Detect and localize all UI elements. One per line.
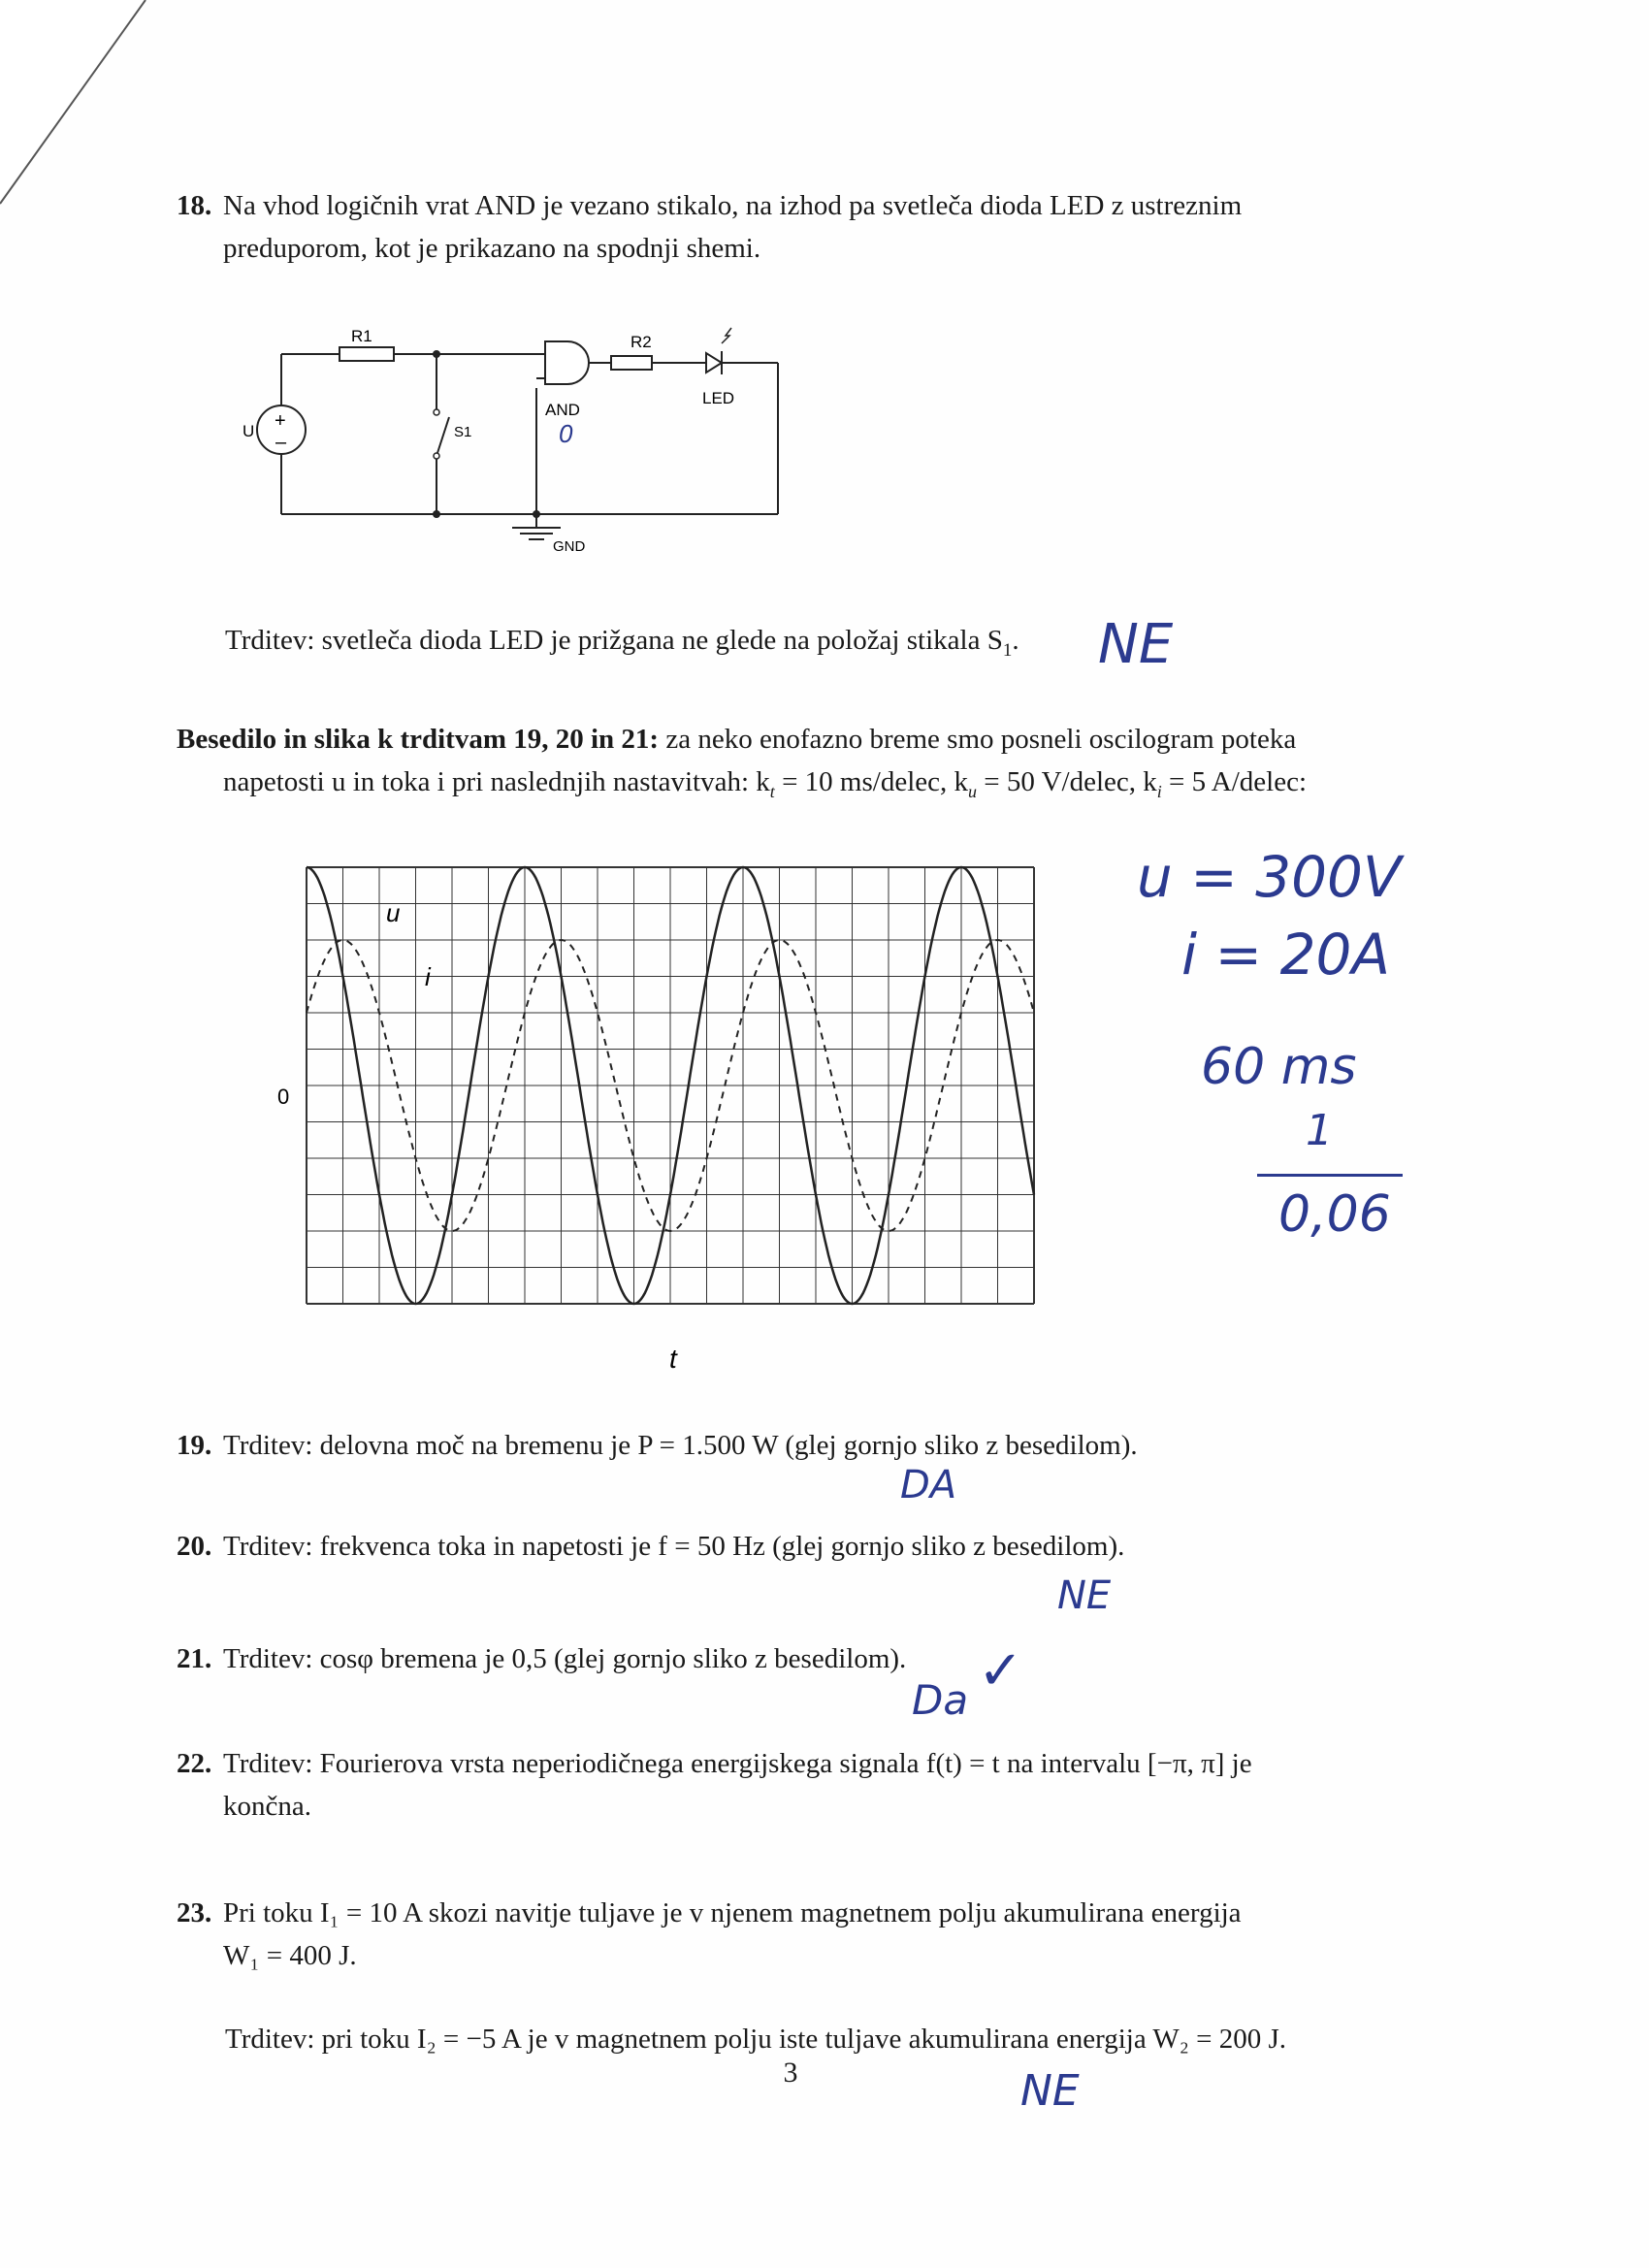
question-number: 23. bbox=[177, 1897, 212, 1928]
handwritten-answer-23: NE bbox=[1020, 2066, 1080, 2116]
question-23-claim bbox=[225, 2018, 1286, 2060]
claim-end: . bbox=[1012, 625, 1019, 656]
circuit-diagram bbox=[242, 320, 805, 572]
question-text-cont: končna. bbox=[223, 1791, 311, 1822]
question-21 bbox=[177, 1637, 906, 1680]
question-text: Trditev: delovna moč na bremenu je P = 1.500 W (glej gornjo sliko z besedilom). bbox=[223, 1430, 1138, 1461]
page-number: 3 bbox=[783, 2057, 798, 2089]
intro-text bbox=[177, 718, 1408, 813]
switch-s1 bbox=[436, 417, 449, 456]
resistor-r2 bbox=[611, 356, 652, 370]
question-text: Pri toku I₁ = 10 A skozi navitje tuljave je v njenem magnetnem polju akumulirana energija bbox=[223, 1897, 1242, 1928]
folded-corner bbox=[0, 0, 155, 213]
ki-value: = 5 A/delec: bbox=[1161, 766, 1308, 797]
handwritten-answer-18: NE bbox=[1098, 613, 1174, 676]
question-text: Trditev: Fourierova vrsta neperiodičnega energijskega signala f(t) = t na intervalu [−π, π] je bbox=[223, 1748, 1252, 1779]
ku-value: = 50 V/delec, k bbox=[977, 766, 1157, 797]
handwritten-fraction-line bbox=[1257, 1174, 1403, 1177]
handwritten-answer-21: Da bbox=[912, 1676, 969, 1724]
question-number: 19. bbox=[177, 1430, 212, 1461]
gate-label: AND bbox=[545, 401, 580, 419]
kt-sub: t bbox=[769, 781, 775, 801]
kt-value: = 10 ms/delec, k bbox=[774, 766, 968, 797]
question-22 bbox=[177, 1742, 1408, 1828]
and-gate bbox=[545, 341, 589, 384]
claim-subscript: 1 bbox=[1002, 639, 1013, 661]
question-number: 22. bbox=[177, 1748, 212, 1779]
claim-text: Trditev: svetleča dioda LED je prižgana ne glede na položaj stikala S bbox=[225, 625, 1003, 656]
question-18-claim bbox=[225, 619, 1019, 672]
ki-sub: i bbox=[1156, 781, 1162, 801]
intro-line2-wrap bbox=[177, 761, 1408, 813]
handwritten-gate-value: 0 bbox=[559, 419, 573, 448]
handwritten-note-denominator: 0,06 bbox=[1278, 1185, 1391, 1244]
series-label-i: i bbox=[425, 962, 431, 991]
question-number: 21. bbox=[177, 1643, 212, 1674]
r1-label: R1 bbox=[351, 327, 372, 345]
oscilloscope-chart bbox=[262, 854, 1057, 1377]
ku-sub: u bbox=[968, 781, 977, 801]
r2-label: R2 bbox=[630, 333, 652, 351]
handwritten-check-mark: ✓ bbox=[978, 1639, 1023, 1702]
question-text: Na vhod logičnih vrat AND je vezano stikalo, na izhod pa svetleča dioda LED z ustreznim bbox=[223, 190, 1243, 221]
question-text: Trditev: frekvenca toka in napetosti je f = 50 Hz (glej gornjo sliko z besedilom). bbox=[223, 1531, 1125, 1562]
series-label-u: u bbox=[386, 898, 401, 927]
question-text-cont: W₁ = 400 J. bbox=[223, 1940, 357, 1971]
intro-line2: napetosti u in toka i pri naslednjih nastavitvah: k bbox=[223, 766, 770, 797]
source-label: U bbox=[242, 422, 255, 440]
minus-sign: – bbox=[275, 432, 287, 453]
question-text: Trditev: cosφ bremena je 0,5 (glej gornjo sliko z besedilom). bbox=[223, 1643, 907, 1674]
question-19 bbox=[177, 1424, 1138, 1467]
question-number: 18. bbox=[177, 190, 212, 221]
handwritten-note-i: i = 20A bbox=[1181, 922, 1391, 988]
intro-bold: Besedilo in slika k trditvam 19, 20 in 21: bbox=[177, 724, 660, 755]
led-label: LED bbox=[702, 389, 735, 407]
switch-label: S1 bbox=[454, 424, 472, 440]
handwritten-note-t: 60 ms bbox=[1201, 1038, 1357, 1096]
handwritten-answer-19: DA bbox=[900, 1463, 957, 1507]
plus-sign: + bbox=[275, 410, 286, 432]
led-diode bbox=[706, 353, 722, 373]
question-text-cont: preduporom, kot je prikazano na spodnji shemi. bbox=[223, 233, 761, 264]
ground-label: GND bbox=[553, 538, 586, 555]
handwritten-note-u: u = 300V bbox=[1137, 844, 1402, 910]
handwritten-note-one: 1 bbox=[1306, 1106, 1333, 1155]
claim-text: Trditev: pri toku I₂ = −5 A je v magnetnem polju iste tuljave akumulirana energija W₂ = 200 J. bbox=[225, 2024, 1287, 2055]
intro-line1: za neko enofazno breme smo posneli oscilogram poteka bbox=[659, 724, 1297, 755]
zero-label: 0 bbox=[277, 1085, 290, 1109]
question-20 bbox=[177, 1525, 1124, 1568]
question-number: 20. bbox=[177, 1531, 212, 1562]
x-axis-label: t bbox=[669, 1344, 677, 1374]
question-23 bbox=[177, 1892, 1408, 1977]
chart-grid bbox=[307, 867, 1034, 1304]
handwritten-answer-20: NE bbox=[1057, 1573, 1112, 1618]
resistor-r1 bbox=[340, 347, 394, 361]
question-18 bbox=[177, 184, 1399, 270]
